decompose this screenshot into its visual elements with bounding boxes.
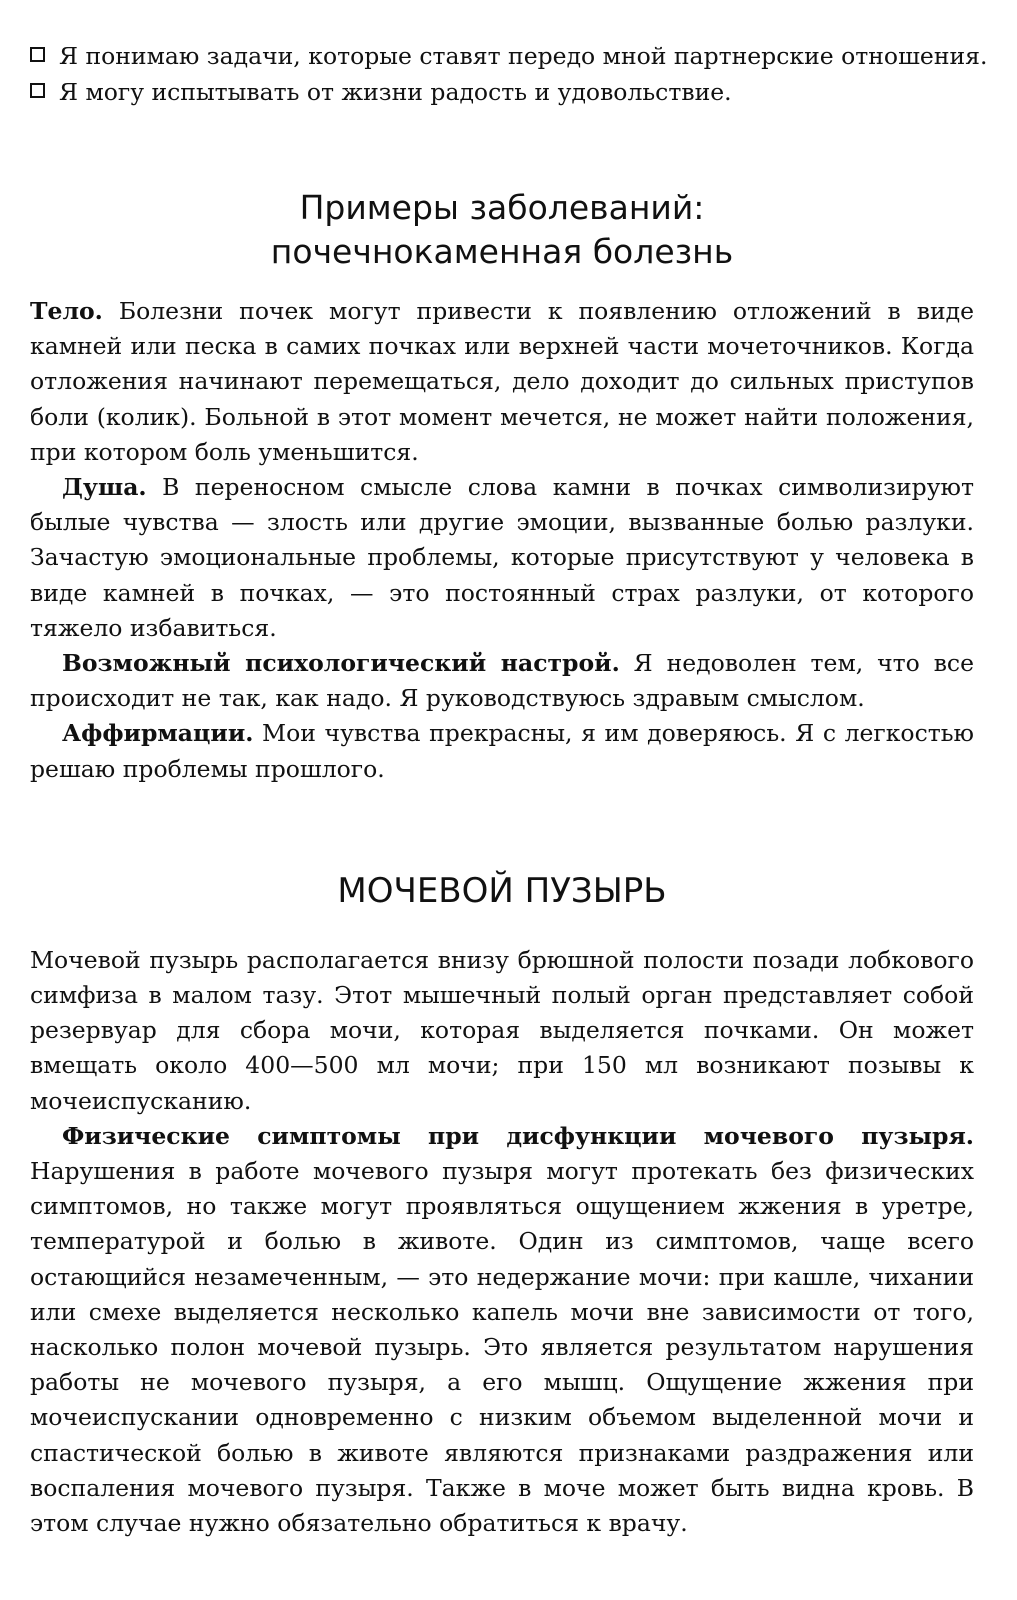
section-heading-bladder: МОЧЕВОЙ ПУЗЫРЬ (337, 870, 667, 911)
paragraph-bladder-symptoms (30, 1119, 974, 1541)
paragraph-body (30, 294, 974, 470)
paragraph-psychological (30, 646, 974, 716)
paragraph-soul (30, 470, 974, 646)
list-item-text: Я могу испытывать от жизни радость и удовольствие. (59, 78, 732, 106)
section-heading-kidney-stones (30, 186, 974, 274)
heading-line-1: Примеры заболеваний: (299, 188, 705, 227)
paragraph-bladder-intro: Мочевой пузырь располагается внизу брюшной полости позади лобкового симфиза в малом тазу. Этот мышечный полый орган представляет собой резервуар для сбора мочи, которая выделяется почками. Он может вмещать около 400—500 мл мочи; при 150 мл возникают позывы к мочеиспусканию. (30, 945, 974, 1115)
paragraph-lead: Физические симптомы при дисфункции мочевого пузыря. (62, 1121, 974, 1150)
paragraph-text: Я недоволен тем, что все происходит не так, как надо. Я руководствуюсь здравым смыслом. (30, 649, 974, 713)
paragraph-affirmations (30, 716, 974, 786)
paragraph-text: Нарушения в работе мочевого пузыря могут протекать без физических симптомов, но также могут проявляться ощущением жжения в уретре, температурой и болью в животе. Один из симптомов, чаще всего остающийся незамеченным, — это недержание мочи: при кашле, чихании или смехе выделяется несколько капель мочи вне зависимости от того, насколько полон мочевой пузырь. Это является результатом нарушения работы не мочевого пузыря, а его мышц. Ощущение жжения при мочеиспускании одновременно с низким объемом выделенной мочи и спастической болью в животе являются признаками раздражения или воспаления мочевого пузыря. Также в моче может быть видна кровь. В этом случае нужно обязательно обратиться к врачу. (30, 1157, 974, 1538)
paragraph-text: В переносном смысле слова камни в почках символизируют былые чувства — злость или другие эмоции, вызванные болью разлуки. Зачастую эмоциональные проблемы, которые присутствуют у человека в виде камней в почках, — это постоянный страх разлуки, от которого тяжело избавиться. (30, 473, 974, 642)
paragraph-lead: Аффирмации. (62, 719, 254, 748)
paragraph-text: Мои чувства прекрасны, я им доверяюсь. Я с легкостью решаю проблемы прошлого. (30, 719, 974, 783)
square-bullet-icon (30, 47, 45, 62)
list-item (30, 38, 988, 74)
paragraph-lead: Душа. (62, 473, 147, 502)
heading-line-2: почечнокаменная болезнь (270, 232, 734, 271)
list-item (30, 74, 974, 110)
list-item-text: Я понимаю задачи, которые ставят передо мной партнерские отношения. (59, 42, 988, 70)
paragraph-lead: Тело. (30, 297, 103, 325)
page-body (30, 38, 988, 1541)
square-bullet-icon (30, 83, 45, 98)
affirmation-list (30, 38, 988, 110)
paragraph-text: Болезни почек могут привести к появлению отложений в виде камней или песка в самих почках или верхней части мочеточников. Когда отложения начинают перемещаться, дело доходит до сильных приступов боли (колик). Больной в этот момент мечется, не может найти положения, при котором боль уменьшится. (30, 297, 974, 466)
paragraph-lead: Возможный психологический настрой. (62, 649, 620, 678)
